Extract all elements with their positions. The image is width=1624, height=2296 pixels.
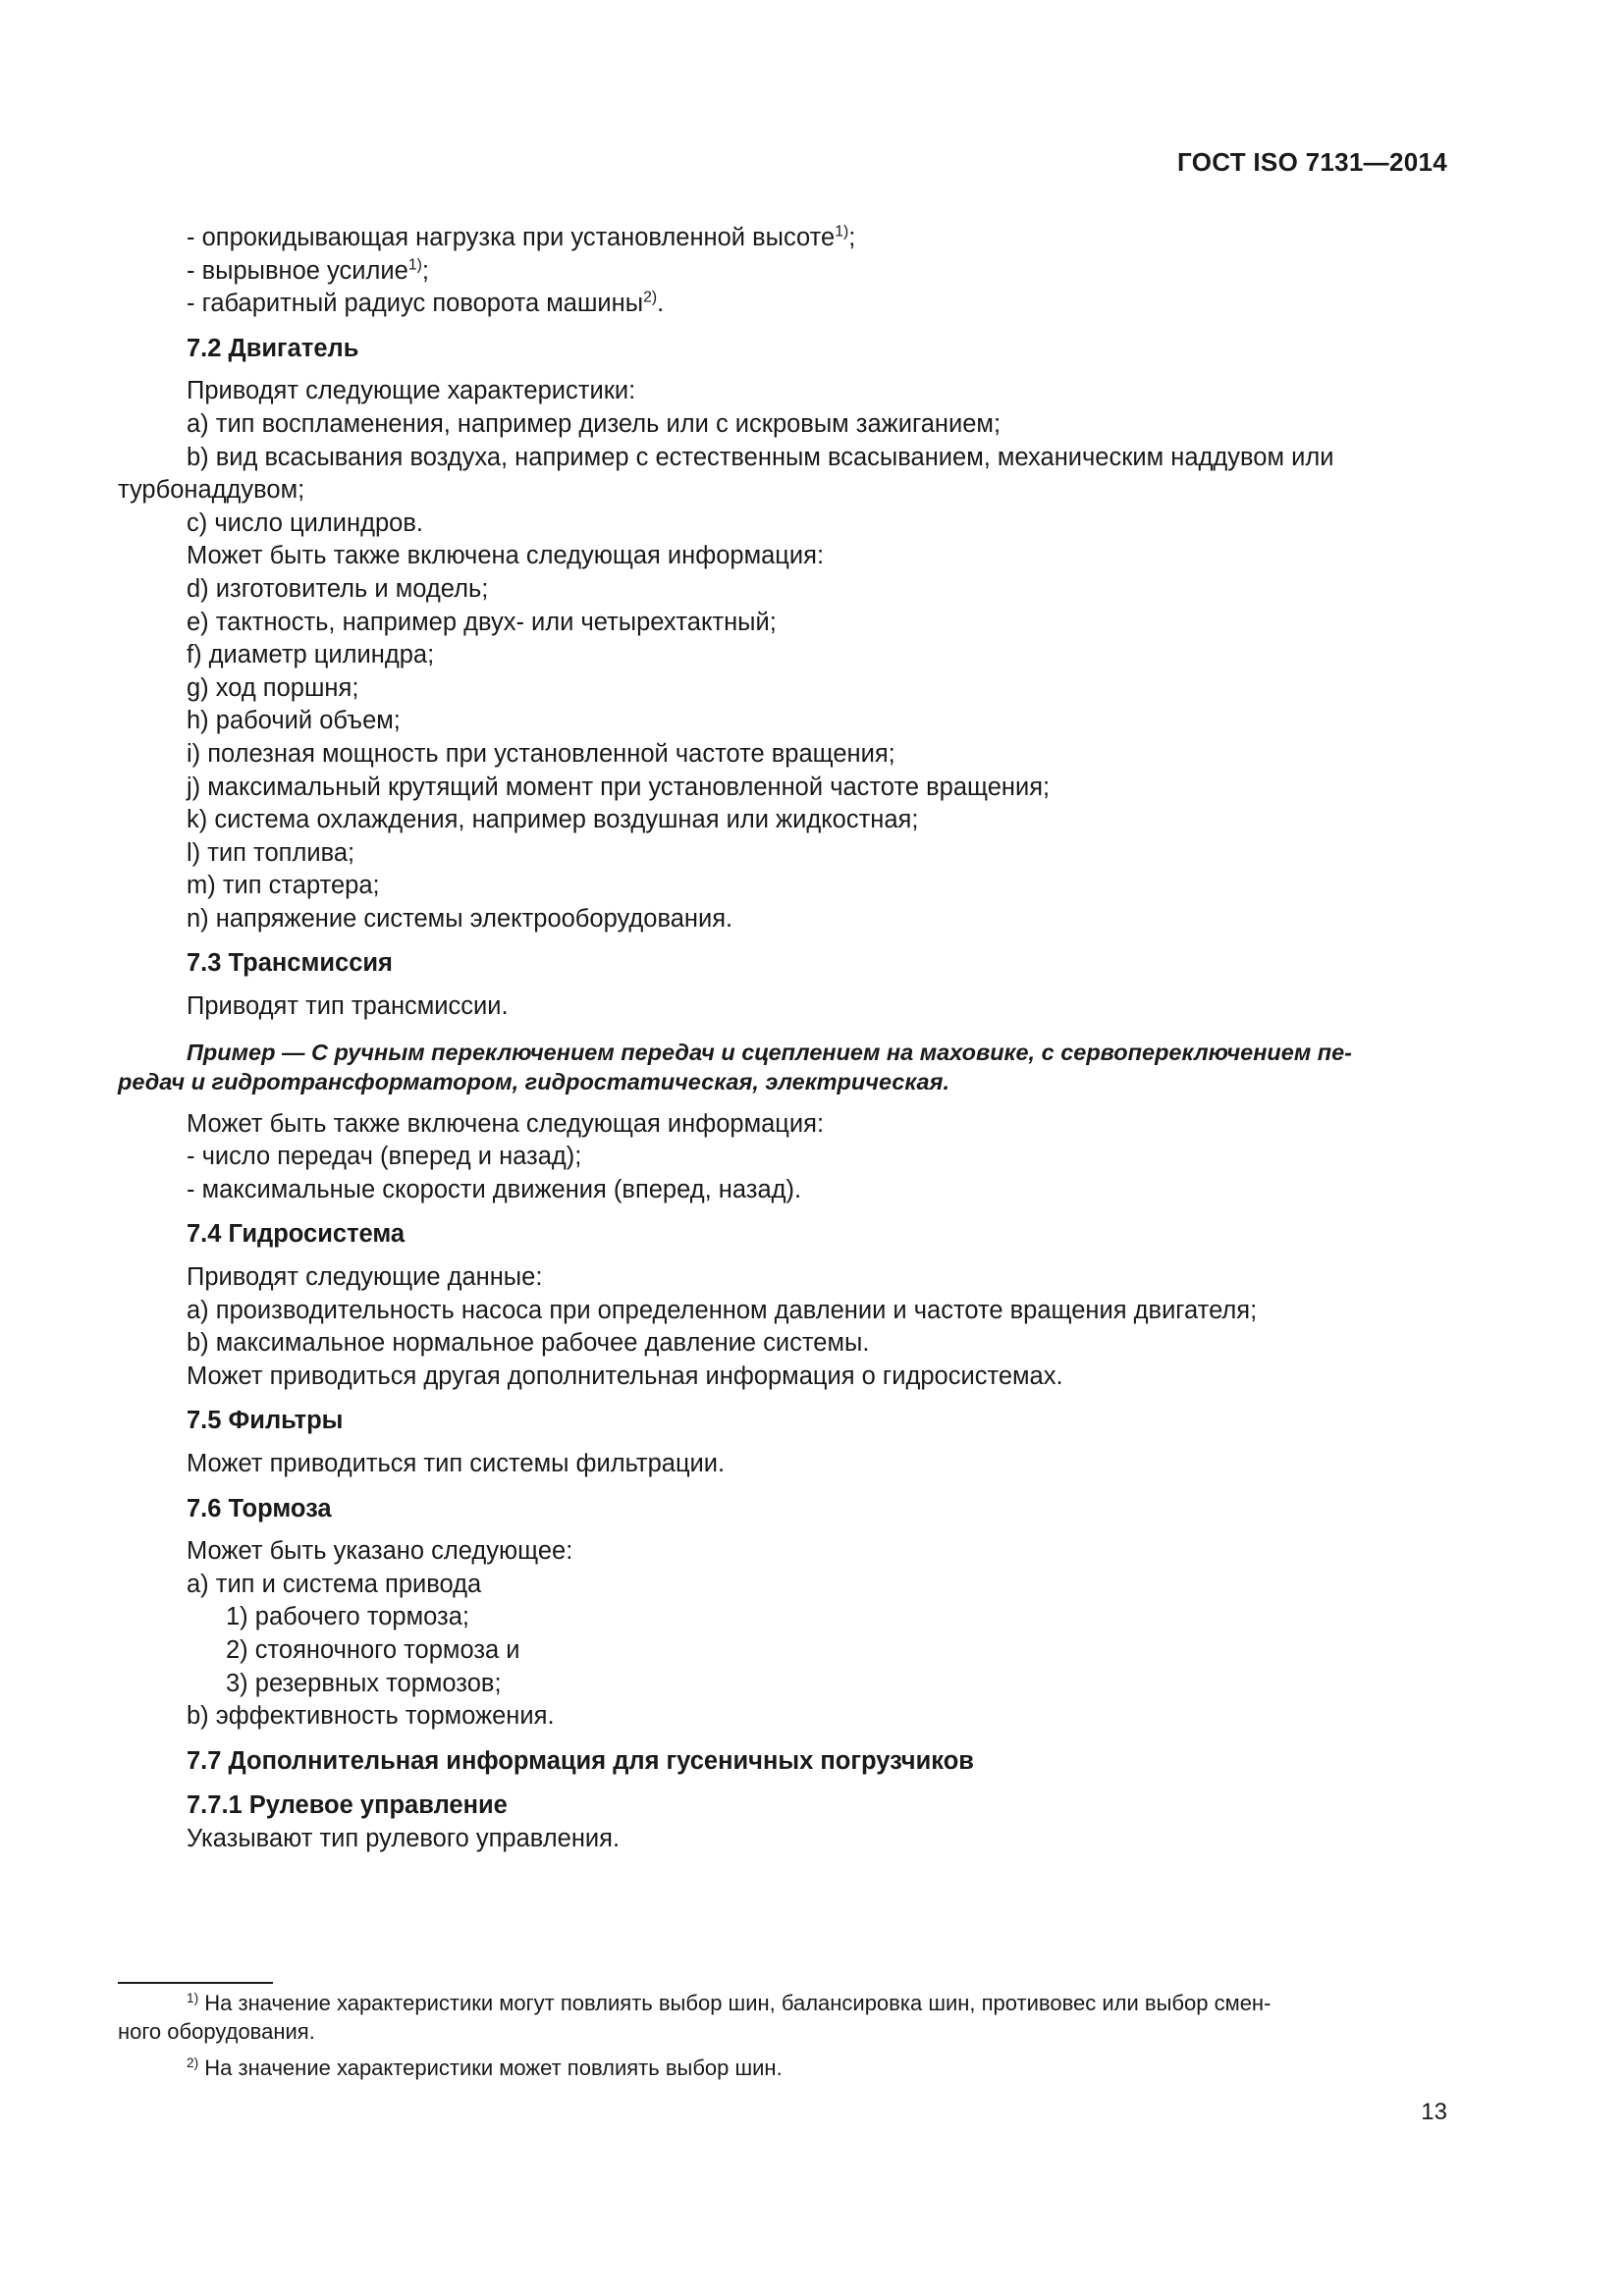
- section-7-3-lead: Приводят тип трансмиссии.: [187, 992, 509, 1021]
- section-7-6-sub-3: 3) резервных тормозов;: [226, 1669, 502, 1697]
- document-header: ГОСТ ISO 7131—2014: [1177, 147, 1447, 177]
- section-7-4-title: 7.4 Гидросистема: [187, 1220, 406, 1249]
- section-7-2-item-e: е) тактность, например двух- или четырехтактный;: [187, 608, 777, 636]
- footnote-1-text: На значение характеристики могут повлиять выбор шин, балансировка шин, противовес или выбор смен-: [204, 1991, 1272, 2015]
- section-7-2-item-k: k) система охлаждения, например воздушная или жидкостная;: [187, 806, 919, 834]
- section-7-2-item-n: n) напряжение системы электрооборудования.: [187, 904, 733, 933]
- footnote-divider: [118, 1982, 273, 1984]
- section-7-2-lead: Приводят следующие характеристики:: [187, 377, 636, 405]
- section-7-5-title: 7.5 Фильтры: [187, 1407, 344, 1435]
- section-7-2-item-j: j) максимальный крутящий момент при установленной частоте вращения;: [187, 773, 1051, 801]
- section-7-2-item-d: d) изготовитель и модель;: [187, 574, 489, 603]
- intro-item-3: - габаритный радиус поворота машины$^{2)}$.: [187, 289, 665, 318]
- section-7-2-item-b: b) вид всасывания воздуха, например с естественным всасыванием, механическим наддувом или: [187, 443, 1334, 471]
- section-7-2-item-i: i) полезная мощность при установленной частоте вращения;: [187, 739, 895, 768]
- footnote-2: [118, 2054, 1445, 2082]
- footnote-1-cont: ного оборудования.: [118, 2019, 315, 2044]
- section-7-2-item-l: l) тип топлива;: [187, 838, 355, 867]
- section-7-3-title: 7.3 Трансмиссия: [187, 949, 393, 978]
- section-7-2-item-f: f) диаметр цилиндра;: [187, 641, 435, 669]
- footnote-1-mark: 1): [187, 1990, 199, 2005]
- section-7-2-item-m: m) тип стартера;: [187, 872, 380, 900]
- section-7-2-item-c: с) число цилиндров.: [187, 508, 423, 537]
- section-7-2-item-a: а) тип воспламенения, например дизель или с искровым зажиганием;: [187, 409, 1001, 438]
- section-7-6-item-a: а) тип и система привода: [187, 1570, 482, 1598]
- example-line-2: редач и гидротрансформатором, гидростатическая, электрическая.: [118, 1068, 949, 1095]
- footnotes: [118, 1989, 1445, 2090]
- section-7-7-title: 7.7 Дополнительная информация для гусеничных погрузчиков: [187, 1746, 974, 1775]
- footnote-1: [118, 1989, 1445, 2046]
- section-7-6-sub-2: 2) стояночного тормоза и: [226, 1635, 520, 1664]
- section-7-7-1-title: 7.7.1 Рулевое управление: [187, 1791, 508, 1820]
- section-7-4-lead: Приводят следующие данные:: [187, 1263, 543, 1292]
- section-7-2-title: 7.2 Двигатель: [187, 334, 359, 362]
- section-7-7-1-text: Указывают тип рулевого управления.: [187, 1824, 621, 1852]
- section-7-6-sub-1: 1) рабочего тормоза;: [226, 1603, 469, 1631]
- footnote-2-mark: 2): [187, 2055, 199, 2070]
- example-line-1: Пример — С ручным переключением передач и сцеплением на маховике, с сервопереключением пе-: [187, 1039, 1353, 1065]
- section-7-4-item-b: b) максимальное нормальное рабочее давление системы.: [187, 1329, 870, 1358]
- page-number: 13: [1421, 2099, 1447, 2125]
- main-content: [118, 222, 1445, 1856]
- section-7-6-item-b: b) эффективность торможения.: [187, 1702, 555, 1731]
- section-7-2-item-g: g) ход поршня;: [187, 673, 359, 702]
- section-7-3-item-1: - число передач (вперед и назад);: [187, 1143, 582, 1171]
- section-7-2-lead2: Может быть также включена следующая информация:: [187, 542, 825, 570]
- section-7-6-title: 7.6 Тормоза: [187, 1494, 332, 1522]
- section-7-6-lead: Может быть указано следующее:: [187, 1537, 573, 1566]
- section-7-3-item-2: - максимальные скорости движения (вперед, назад).: [187, 1175, 802, 1203]
- section-7-3-lead2: Может быть также включена следующая информация:: [187, 1109, 825, 1138]
- section-7-4-item-a: а) производительность насоса при определенном давлении и частоте вращения двигателя;: [187, 1296, 1258, 1324]
- section-7-2-item-h: h) рабочий объем;: [187, 707, 401, 735]
- section-7-4-tail: Может приводиться другая дополнительная информация о гидросистемах.: [187, 1362, 1063, 1390]
- intro-item-1: - опрокидывающая нагрузка при установленной высоте$^{1)}$;: [187, 223, 856, 251]
- footnote-2-text: На значение характеристики может повлиять выбор шин.: [204, 2056, 783, 2080]
- section-7-3-example: [118, 1038, 1445, 1096]
- section-7-5-lead: Может приводиться тип системы фильтрации.: [187, 1450, 726, 1477]
- section-7-2-item-b-cont: турбонаддувом;: [118, 476, 305, 505]
- intro-item-2: - вырывное усилие$^{1)}$;: [187, 256, 429, 285]
